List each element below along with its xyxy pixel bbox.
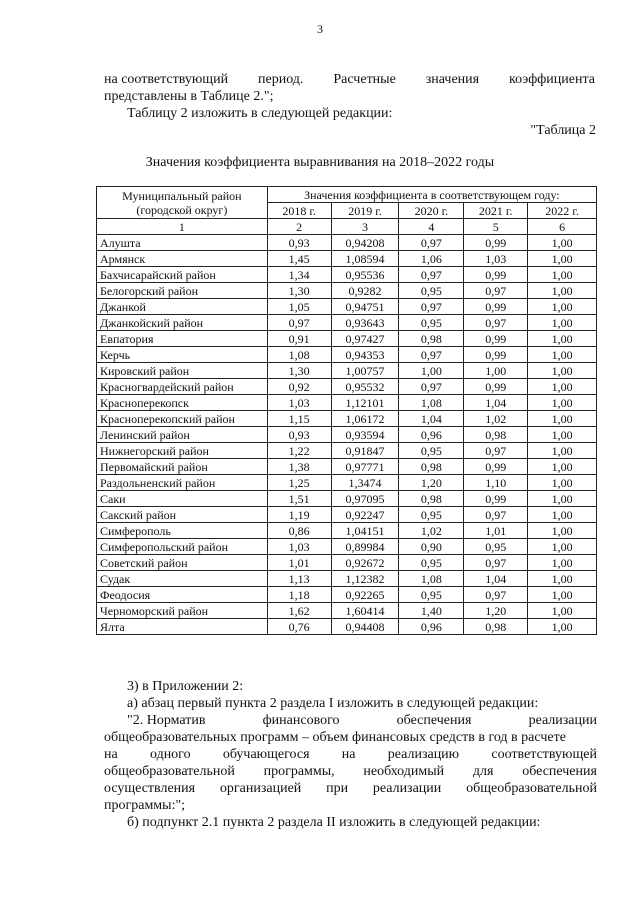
quote-word: обеспечения <box>396 713 472 728</box>
coefficient-value: 0,99 <box>464 379 528 395</box>
quote-word: соответствующей <box>491 747 597 762</box>
item-b: б) подпункт 2.1 пункта 2 раздела II изложить в следующей редакции: <box>127 815 541 830</box>
coefficient-value: 0,98 <box>399 491 464 507</box>
header-year: 2022 г. <box>528 203 597 219</box>
coefficient-value: 1,22 <box>267 443 331 459</box>
table-row <box>97 459 597 475</box>
coefficient-value: 0,99 <box>464 347 528 363</box>
quote-word: на <box>104 747 118 762</box>
municipality-name: Евпатория <box>97 331 268 347</box>
coefficient-value: 1,06172 <box>331 411 399 427</box>
coefficient-value: 1,06 <box>399 251 464 267</box>
municipality-name: Саки <box>97 491 268 507</box>
coefficient-value: 1,00 <box>528 459 597 475</box>
municipality-name: Сакский район <box>97 507 268 523</box>
coefficient-value: 1,03 <box>267 539 331 555</box>
intro-word: период. <box>258 72 304 87</box>
quote-word: общеобразовательной <box>104 764 235 779</box>
coefficient-value: 0,97 <box>464 507 528 523</box>
coefficient-value: 1,3474 <box>331 475 399 491</box>
intro-line-2: представлены в Таблице 2."; <box>104 89 274 104</box>
quote-word: обеспечения <box>522 764 597 779</box>
header-year: 2021 г. <box>464 203 528 219</box>
coefficient-value: 1,08 <box>399 571 464 587</box>
quote-word: общеобразовательной <box>466 781 597 796</box>
coefficient-value: 0,95 <box>399 507 464 523</box>
quote-word: реализации <box>528 713 597 728</box>
coefficient-value: 0,98 <box>464 427 528 443</box>
quote-word: для <box>472 764 494 779</box>
coefficient-value: 1,40 <box>399 603 464 619</box>
table-row <box>97 587 597 603</box>
coefficient-value: 1,19 <box>267 507 331 523</box>
quote-word: общеобразовательных программ – объем финансовых средств в год в расчете <box>104 730 566 745</box>
coefficient-value: 1,15 <box>267 411 331 427</box>
quote-word: одного <box>149 747 191 762</box>
coefficient-value: 1,08594 <box>331 251 399 267</box>
intro-word: на соответствующий <box>104 72 229 87</box>
municipality-name: Ялта <box>97 619 268 635</box>
coefficient-value: 0,93 <box>267 235 331 251</box>
coefficient-value: 1,00 <box>528 411 597 427</box>
header-year-group: Значения коэффициента в соответствующем году: <box>267 187 596 203</box>
coefficient-value: 0,9282 <box>331 283 399 299</box>
coefficient-value: 0,98 <box>464 619 528 635</box>
coefficient-value: 0,92 <box>267 379 331 395</box>
coefficient-value: 0,97 <box>464 315 528 331</box>
coefficient-value: 1,00 <box>528 507 597 523</box>
coefficient-value: 0,96 <box>399 619 464 635</box>
table-row <box>97 619 597 635</box>
coefficient-value: 1,00 <box>528 363 597 379</box>
coefficient-value: 1,12382 <box>331 571 399 587</box>
coefficient-value: 1,20 <box>464 603 528 619</box>
coefficient-value: 0,98 <box>399 331 464 347</box>
coefficient-value: 1,01 <box>267 555 331 571</box>
coefficient-value: 1,00 <box>399 363 464 379</box>
coefficient-value: 0,91 <box>267 331 331 347</box>
table-row <box>97 379 597 395</box>
table-row <box>97 603 597 619</box>
coefficient-value: 1,00 <box>528 475 597 491</box>
quote-line <box>104 729 597 746</box>
header-municipality: Муниципальный район (городской округ) <box>97 187 268 219</box>
coefficient-value: 0,95532 <box>331 379 399 395</box>
intro-word: Расчетные <box>333 72 396 87</box>
coefficient-value: 1,20 <box>399 475 464 491</box>
coefficient-value: 1,10 <box>464 475 528 491</box>
quote-line <box>104 780 597 797</box>
coefficient-value: 0,95 <box>399 315 464 331</box>
table-row <box>97 507 597 523</box>
table-header-row <box>97 187 597 203</box>
table-row <box>97 427 597 443</box>
municipality-name: Советский район <box>97 555 268 571</box>
table-row <box>97 347 597 363</box>
table-body <box>97 235 597 635</box>
table-row <box>97 331 597 347</box>
coefficient-value: 1,00 <box>464 363 528 379</box>
coefficient-value: 1,18 <box>267 587 331 603</box>
coefficient-value: 1,03 <box>464 251 528 267</box>
municipality-name: Джанкой <box>97 299 268 315</box>
header-year: 2020 г. <box>399 203 464 219</box>
coefficient-value: 0,97 <box>399 347 464 363</box>
intro-line-1 <box>104 71 595 88</box>
table-row <box>97 539 597 555</box>
coefficient-value: 1,30 <box>267 283 331 299</box>
coefficient-value: 0,97 <box>464 283 528 299</box>
coefficient-value: 0,97 <box>399 235 464 251</box>
coefficient-value: 0,93594 <box>331 427 399 443</box>
quote-line <box>104 763 597 780</box>
table-row <box>97 395 597 411</box>
coefficient-value: 1,00 <box>528 347 597 363</box>
coefficient-value: 1,00 <box>528 283 597 299</box>
coefficient-value: 0,86 <box>267 523 331 539</box>
coefficient-value: 1,62 <box>267 603 331 619</box>
coefficient-value: 1,00 <box>528 395 597 411</box>
table-row <box>97 411 597 427</box>
coefficient-value: 1,34 <box>267 267 331 283</box>
coefficient-value: 1,02 <box>399 523 464 539</box>
coefficient-value: 0,99 <box>464 459 528 475</box>
coefficient-value: 0,97 <box>464 587 528 603</box>
coefficient-value: 0,94751 <box>331 299 399 315</box>
municipality-name: Кировский район <box>97 363 268 379</box>
coefficient-value: 0,97771 <box>331 459 399 475</box>
quote-line <box>104 746 597 763</box>
coefficient-value: 0,97 <box>267 315 331 331</box>
municipality-name: Первомайский район <box>97 459 268 475</box>
coefficient-value: 0,98 <box>399 459 464 475</box>
table-title: Значения коэффициента выравнивания на 2018–2022 годы <box>145 155 495 170</box>
table-row <box>97 363 597 379</box>
coefficient-value: 0,89984 <box>331 539 399 555</box>
coefficient-value: 0,97427 <box>331 331 399 347</box>
coefficient-value: 1,03 <box>267 395 331 411</box>
coefficient-value: 0,99 <box>464 491 528 507</box>
coefficient-value: 1,00 <box>528 619 597 635</box>
municipality-name: Судак <box>97 571 268 587</box>
coefficient-value: 1,45 <box>267 251 331 267</box>
coefficient-value: 1,00 <box>528 555 597 571</box>
coefficient-value: 0,97 <box>464 555 528 571</box>
coefficient-value: 0,96 <box>399 427 464 443</box>
column-number: 2 <box>267 219 331 235</box>
coefficient-value: 1,00 <box>528 331 597 347</box>
page-number: 3 <box>317 22 323 36</box>
item-a: а) абзац первый пункта 2 раздела I изложить в следующей редакции: <box>127 696 539 711</box>
coefficient-value: 1,38 <box>267 459 331 475</box>
municipality-name: Черноморский район <box>97 603 268 619</box>
coefficient-value: 0,92247 <box>331 507 399 523</box>
quote-word: "2. Норматив <box>127 713 206 728</box>
coefficient-value: 1,12101 <box>331 395 399 411</box>
coefficient-value: 1,25 <box>267 475 331 491</box>
coefficient-value: 1,08 <box>267 347 331 363</box>
quote-word: финансового <box>262 713 340 728</box>
coefficient-value: 0,93 <box>267 427 331 443</box>
table-row <box>97 475 597 491</box>
municipality-name: Нижнегорский район <box>97 443 268 459</box>
intro-word: коэффициента <box>509 72 595 87</box>
coefficient-value: 0,95 <box>464 539 528 555</box>
coefficient-value: 1,60414 <box>331 603 399 619</box>
table-row <box>97 267 597 283</box>
coefficient-value: 0,97 <box>399 379 464 395</box>
coefficient-value: 1,00 <box>528 603 597 619</box>
coefficient-value: 1,00 <box>528 267 597 283</box>
municipality-name: Ленинский район <box>97 427 268 443</box>
coefficient-value: 1,08 <box>399 395 464 411</box>
table-reference: "Таблица 2 <box>530 123 596 138</box>
coefficient-value: 1,00 <box>528 587 597 603</box>
municipality-name: Бахчисарайский район <box>97 267 268 283</box>
quote-word: организацией <box>219 781 302 796</box>
municipality-name: Феодосия <box>97 587 268 603</box>
coefficient-value: 0,90 <box>399 539 464 555</box>
column-number: 1 <box>97 219 268 235</box>
table-row <box>97 443 597 459</box>
coefficient-value: 0,99 <box>464 331 528 347</box>
coefficient-value: 1,00 <box>528 539 597 555</box>
coefficient-value: 0,91847 <box>331 443 399 459</box>
coefficient-value: 1,00 <box>528 315 597 331</box>
coefficient-value: 0,94408 <box>331 619 399 635</box>
coefficient-value: 1,00 <box>528 379 597 395</box>
column-number: 5 <box>464 219 528 235</box>
coefficient-value: 1,00 <box>528 427 597 443</box>
coefficient-value: 1,30 <box>267 363 331 379</box>
coefficient-value: 0,97 <box>399 299 464 315</box>
coefficient-value: 1,00757 <box>331 363 399 379</box>
coefficient-value: 0,99 <box>464 267 528 283</box>
table-row <box>97 555 597 571</box>
quote-word: программы, <box>263 764 335 779</box>
quote-last-line: программы:"; <box>104 798 186 813</box>
municipality-name: Красноперекопский район <box>97 411 268 427</box>
column-number: 4 <box>399 219 464 235</box>
coefficient-value: 0,94208 <box>331 235 399 251</box>
table-row <box>97 491 597 507</box>
municipality-name: Керчь <box>97 347 268 363</box>
table-row <box>97 299 597 315</box>
municipality-name: Джанкойский район <box>97 315 268 331</box>
coefficient-value: 1,00 <box>528 251 597 267</box>
coefficient-value: 0,92672 <box>331 555 399 571</box>
coefficient-value: 1,00 <box>528 235 597 251</box>
coefficient-value: 1,04151 <box>331 523 399 539</box>
municipality-name: Симферопольский район <box>97 539 268 555</box>
coefficient-value: 1,04 <box>464 395 528 411</box>
quote-line <box>127 712 597 729</box>
coefficient-value: 1,04 <box>399 411 464 427</box>
coefficient-value: 1,02 <box>464 411 528 427</box>
coefficient-value: 0,76 <box>267 619 331 635</box>
coefficient-value: 0,92265 <box>331 587 399 603</box>
coefficient-value: 1,13 <box>267 571 331 587</box>
coefficient-value: 0,95 <box>399 443 464 459</box>
coefficient-value: 1,01 <box>464 523 528 539</box>
coefficient-value: 0,95 <box>399 283 464 299</box>
table-row <box>97 251 597 267</box>
municipality-name: Красноперекопск <box>97 395 268 411</box>
column-number: 3 <box>331 219 399 235</box>
municipality-name: Армянск <box>97 251 268 267</box>
coefficient-value: 1,00 <box>528 443 597 459</box>
table-row <box>97 571 597 587</box>
quote-word: обучающегося <box>222 747 310 762</box>
quote-word: необходимый <box>363 764 445 779</box>
coefficient-value: 0,93643 <box>331 315 399 331</box>
coefficient-value: 0,97095 <box>331 491 399 507</box>
coefficient-value: 0,94353 <box>331 347 399 363</box>
table-row <box>97 235 597 251</box>
header-year: 2019 г. <box>331 203 399 219</box>
table-row <box>97 315 597 331</box>
coefficient-value: 1,04 <box>464 571 528 587</box>
municipality-name: Раздольненский район <box>97 475 268 491</box>
table-row <box>97 283 597 299</box>
column-number-row <box>97 219 597 235</box>
quote-word: на <box>341 747 356 762</box>
item-3: 3) в Приложении 2: <box>127 679 244 694</box>
coefficient-value: 1,00 <box>528 523 597 539</box>
intro-word: значения <box>425 72 480 87</box>
coefficient-value: 0,95 <box>399 555 464 571</box>
table-row <box>97 523 597 539</box>
coefficient-value: 1,00 <box>528 491 597 507</box>
municipality-name: Алушта <box>97 235 268 251</box>
quote-word: реализации <box>372 781 442 796</box>
municipality-name: Симферополь <box>97 523 268 539</box>
coefficient-value: 1,00 <box>528 571 597 587</box>
coefficient-value: 0,97 <box>464 443 528 459</box>
header-year: 2018 г. <box>267 203 331 219</box>
coefficient-value: 1,05 <box>267 299 331 315</box>
column-number: 6 <box>528 219 597 235</box>
coefficient-value: 1,51 <box>267 491 331 507</box>
quote-word: реализацию <box>387 747 460 762</box>
coefficient-value: 0,99 <box>464 299 528 315</box>
municipality-name: Белогорский район <box>97 283 268 299</box>
quote-word: осуществления <box>104 781 196 796</box>
quote-word: при <box>326 781 349 796</box>
coefficient-value: 0,95536 <box>331 267 399 283</box>
coefficient-value: 0,99 <box>464 235 528 251</box>
coefficient-table <box>96 186 597 635</box>
intro-line-3: Таблицу 2 изложить в следующей редакции: <box>127 106 393 121</box>
municipality-name: Красногвардейский район <box>97 379 268 395</box>
coefficient-value: 0,95 <box>399 587 464 603</box>
coefficient-value: 0,97 <box>399 267 464 283</box>
coefficient-value: 1,00 <box>528 299 597 315</box>
